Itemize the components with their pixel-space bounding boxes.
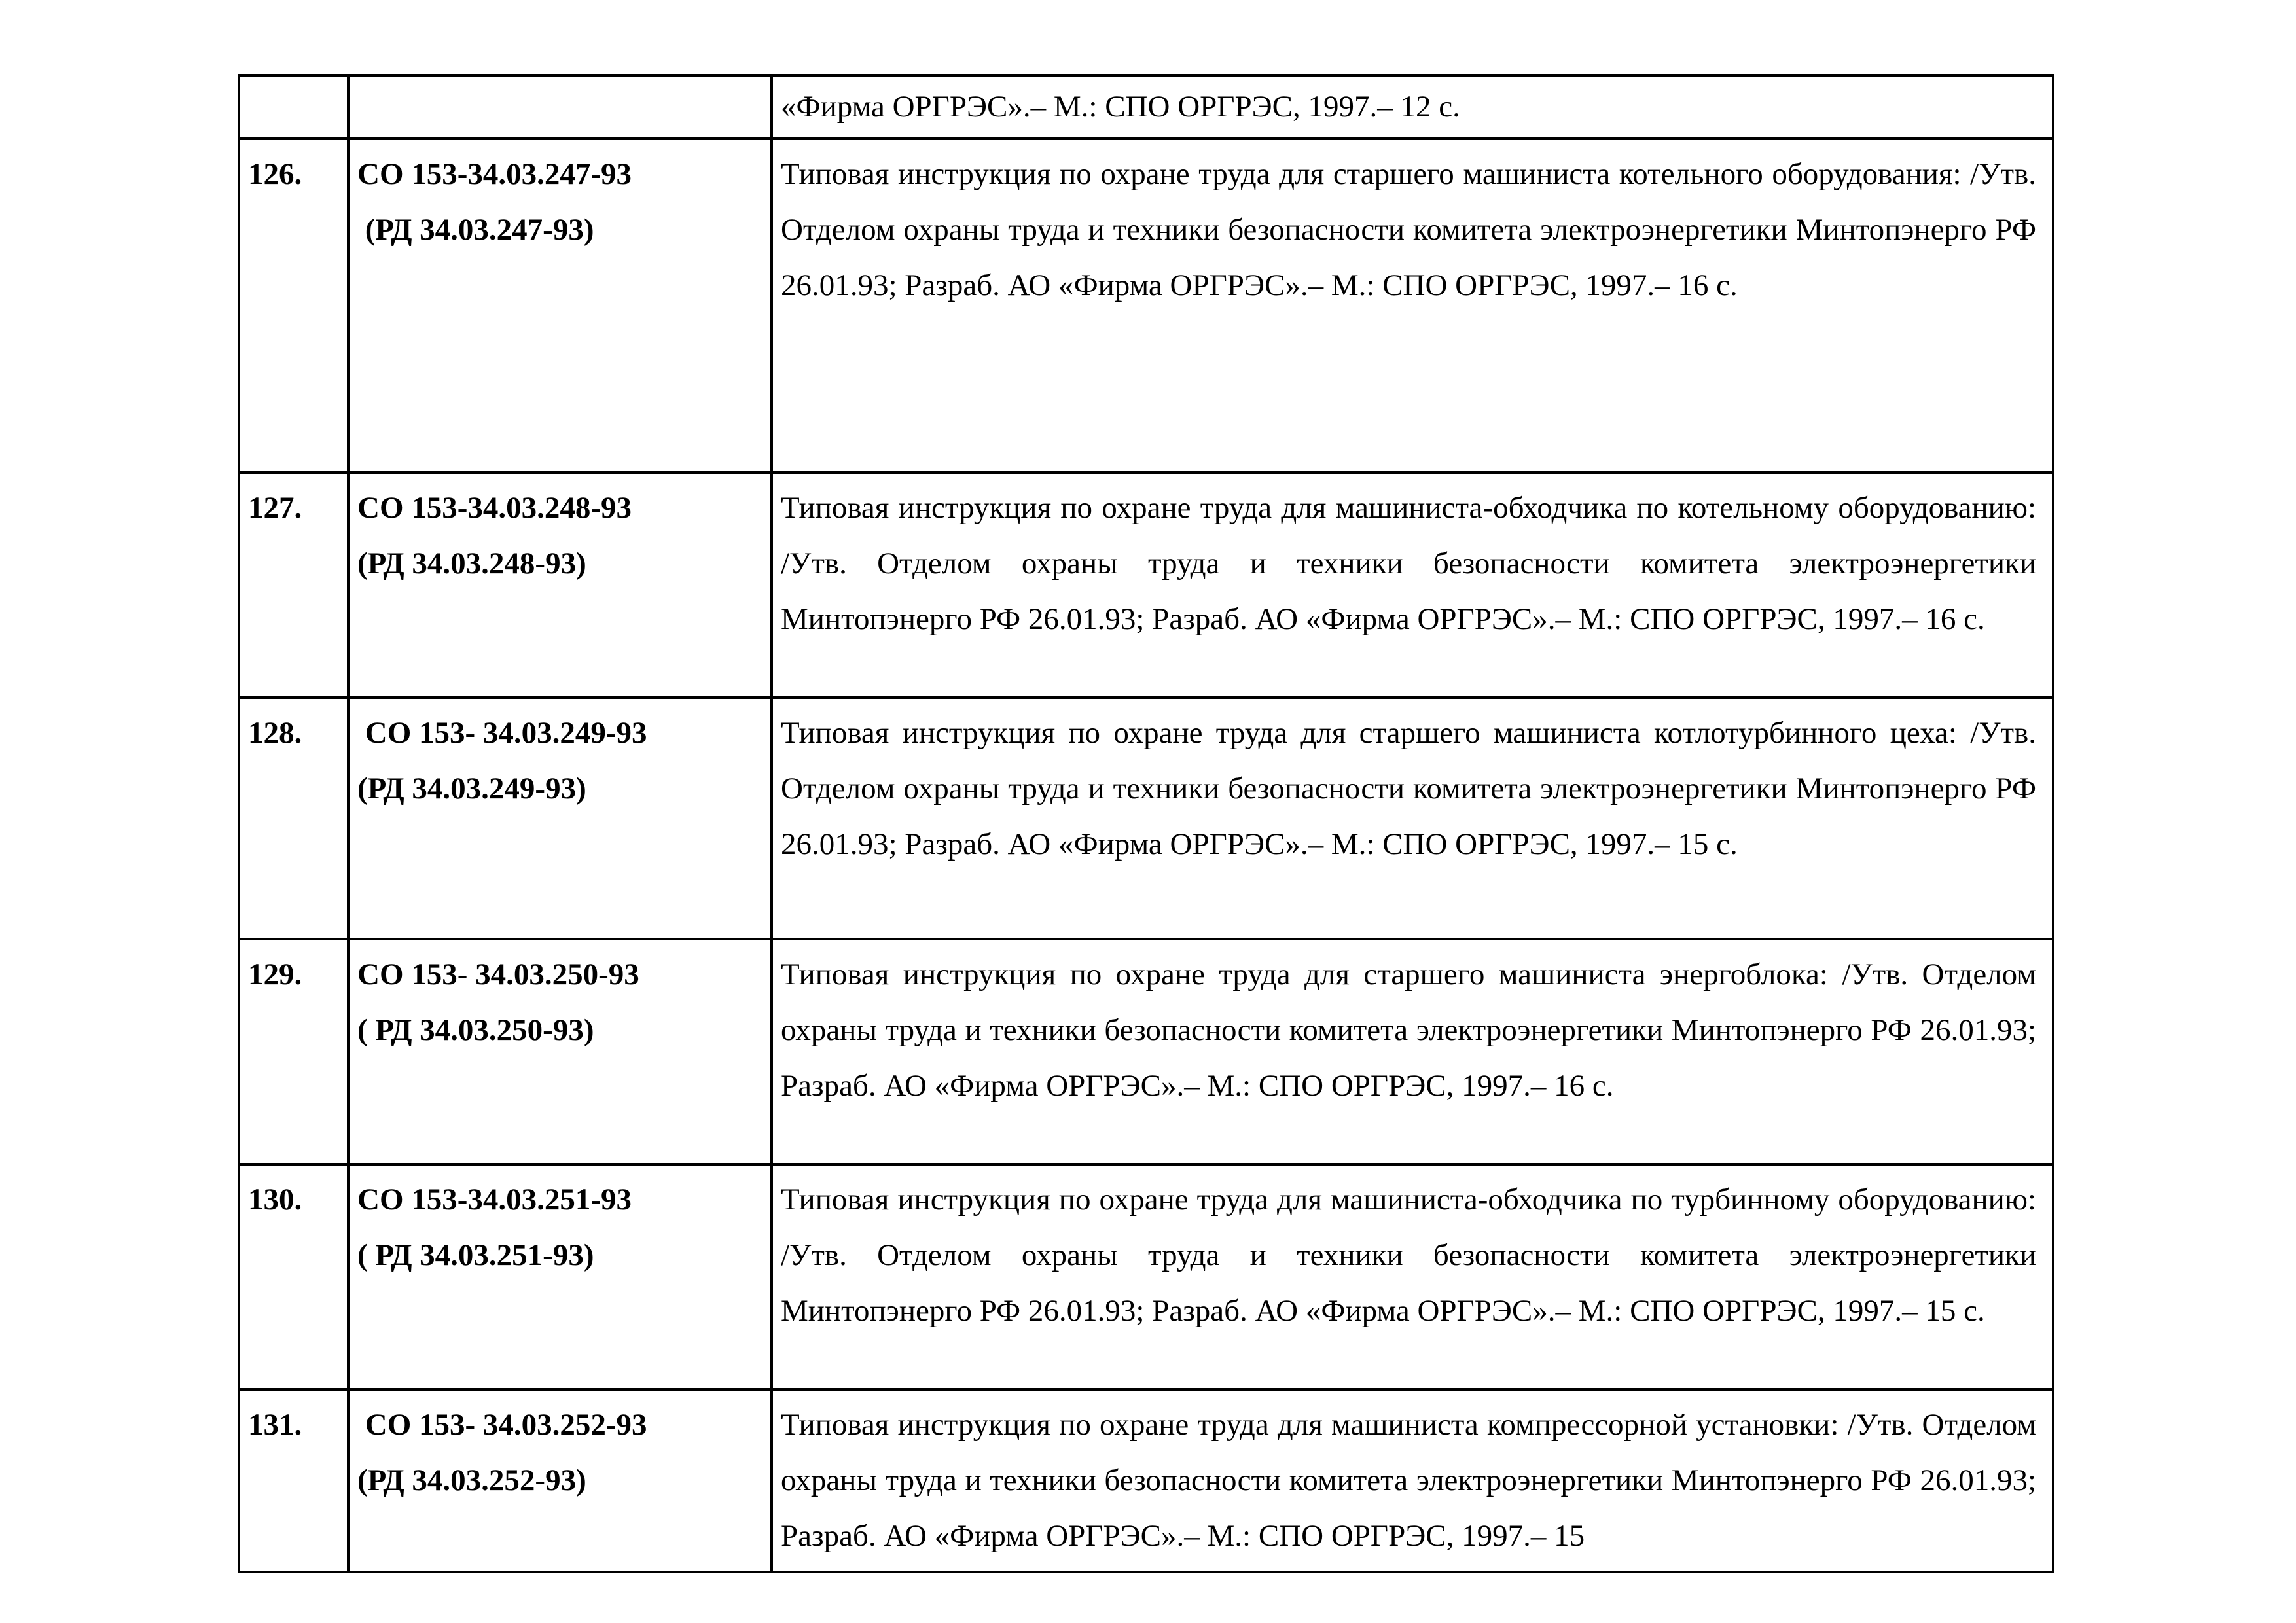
row-number: 129. [239,939,348,1164]
document-code: СО 153-34.03.247-93 [357,157,632,191]
document-description: Типовая инструкция по охране труда для старшего машиниста котельного оборудования: /Утв. Отделом охраны труда и техники безопасности комитета электроэнергетики Минтопэнерго РФ 26.01.93; Разраб. АО «Фирма ОРГРЭС».– М.: СПО ОРГРЭС, 1997.– 16 с. [772,139,2053,473]
table-row [239,939,2053,1164]
document-description: Типовая инструкция по охране труда для машиниста компрессорной установки: /Утв. Отделом охраны труда и техники безопасности комитета электроэнергетики Минтопэнерго РФ 26.01.93; Разраб. АО «Фирма ОРГРЭС».– М.: СПО ОРГРЭС, 1997.– 15 [772,1389,2053,1572]
row-number: 130. [239,1164,348,1389]
row-number: 127. [239,473,348,698]
document-description: Типовая инструкция по охране труда для машиниста-обходчика по котельному оборудованию: /Утв. Отделом охраны труда и техники безопасности комитета электроэнергетики Минтопэнерго РФ 26.01.93; Разраб. АО «Фирма ОРГРЭС».– М.: СПО ОРГРЭС, 1997.– 16 с. [772,473,2053,698]
table-row [239,698,2053,939]
document-alt-code: (РД 34.03.249-93) [357,772,586,806]
document-alt-code: (РД 34.03.248-93) [357,546,586,580]
table-row [239,139,2053,473]
document-code-cell [348,698,772,939]
table-row [239,75,2053,139]
document-code-cell [348,939,772,1164]
document-code-cell [348,1389,772,1572]
document-code: СО 153- 34.03.249-93 [357,716,647,750]
document-description: «Фирма ОРГРЭС».– М.: СПО ОРГРЭС, 1997.– 12 с. [772,75,2053,139]
document-alt-code: (РД 34.03.247-93) [357,213,594,247]
regulations-table [238,74,2054,1573]
document-description: Типовая инструкция по охране труда для машиниста-обходчика по турбинному оборудованию: /Утв. Отделом охраны труда и техники безопасности комитета электроэнергетики Минтопэнерго РФ 26.01.93; Разраб. АО «Фирма ОРГРЭС».– М.: СПО ОРГРЭС, 1997.– 15 с. [772,1164,2053,1389]
table-row [239,473,2053,698]
document-alt-code: ( РД 34.03.251-93) [357,1238,594,1272]
document-code: СО 153- 34.03.252-93 [357,1408,647,1442]
document-code-cell [348,1164,772,1389]
document-code-cell [348,473,772,698]
table-row [239,1389,2053,1572]
table-row [239,1164,2053,1389]
document-description: Типовая инструкция по охране труда для старшего машиниста котлотурбинного цеха: /Утв. Отделом охраны труда и техники безопасности комитета электроэнергетики Минтопэнерго РФ 26.01.93; Разраб. АО «Фирма ОРГРЭС».– М.: СПО ОРГРЭС, 1997.– 15 с. [772,698,2053,939]
document-description: Типовая инструкция по охране труда для старшего машиниста энергоблока: /Утв. Отделом охраны труда и техники безопасности комитета электроэнергетики Минтопэнерго РФ 26.01.93; Разраб. АО «Фирма ОРГРЭС».– М.: СПО ОРГРЭС, 1997.– 16 с. [772,939,2053,1164]
row-number: 128. [239,698,348,939]
document-code: СО 153-34.03.248-93 [357,491,632,525]
row-number [239,75,348,139]
document-code: СО 153- 34.03.250-93 [357,957,639,991]
row-number: 126. [239,139,348,473]
row-number: 131. [239,1389,348,1572]
document-alt-code: ( РД 34.03.250-93) [357,1013,594,1047]
document-alt-code: (РД 34.03.252-93) [357,1463,586,1497]
document-code-cell [348,139,772,473]
document-code-cell [348,75,772,139]
document-code: СО 153-34.03.251-93 [357,1183,632,1217]
